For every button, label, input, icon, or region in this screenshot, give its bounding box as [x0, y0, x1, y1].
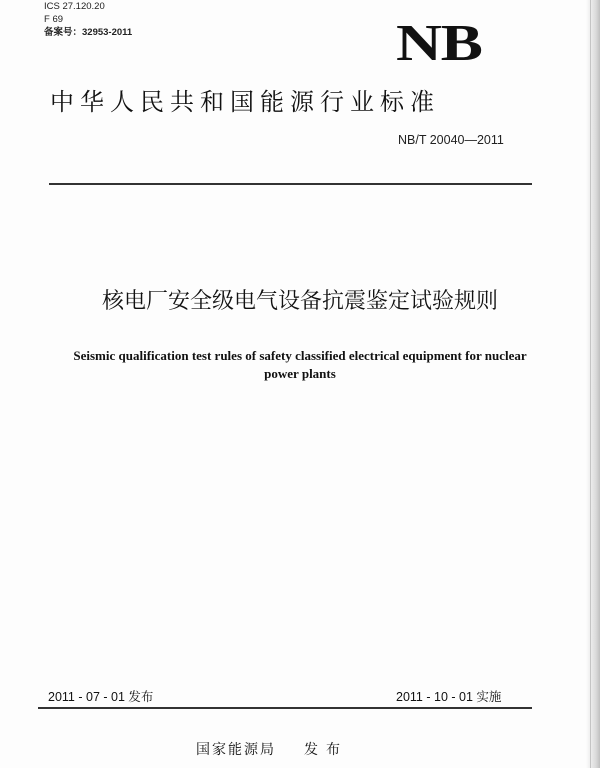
- standard-category-title: 中华人民共和国能源行业标准: [50, 88, 440, 116]
- document-title-english: Seismic qualification test rules of safety classified electrical equipment for nuclear power plants: [73, 348, 527, 381]
- ics-code: ICS 27.120.20: [44, 1, 105, 12]
- scan-edge-line: [590, 0, 591, 768]
- publisher-name: 国家能源局: [196, 742, 276, 758]
- document-title-chinese: 核电厂安全级电气设备抗震鉴定试验规则: [101, 289, 498, 314]
- classification-code: F 69: [44, 14, 64, 25]
- scan-edge-shadow: [586, 0, 600, 768]
- footer-divider: [38, 707, 532, 709]
- publisher-line: [196, 739, 348, 759]
- issue-date: 2011 - 07 - 01 发布: [48, 690, 154, 704]
- nb-logo: NB: [396, 15, 482, 72]
- record-number: 备案号：32953-2011: [44, 27, 133, 38]
- standard-number: NB/T 20040—2011: [398, 133, 504, 147]
- publisher-verb: 发布: [304, 742, 348, 758]
- header-divider: [49, 183, 532, 185]
- classification-block: [44, 0, 132, 39]
- implementation-date: 2011 - 10 - 01 实施: [396, 690, 502, 704]
